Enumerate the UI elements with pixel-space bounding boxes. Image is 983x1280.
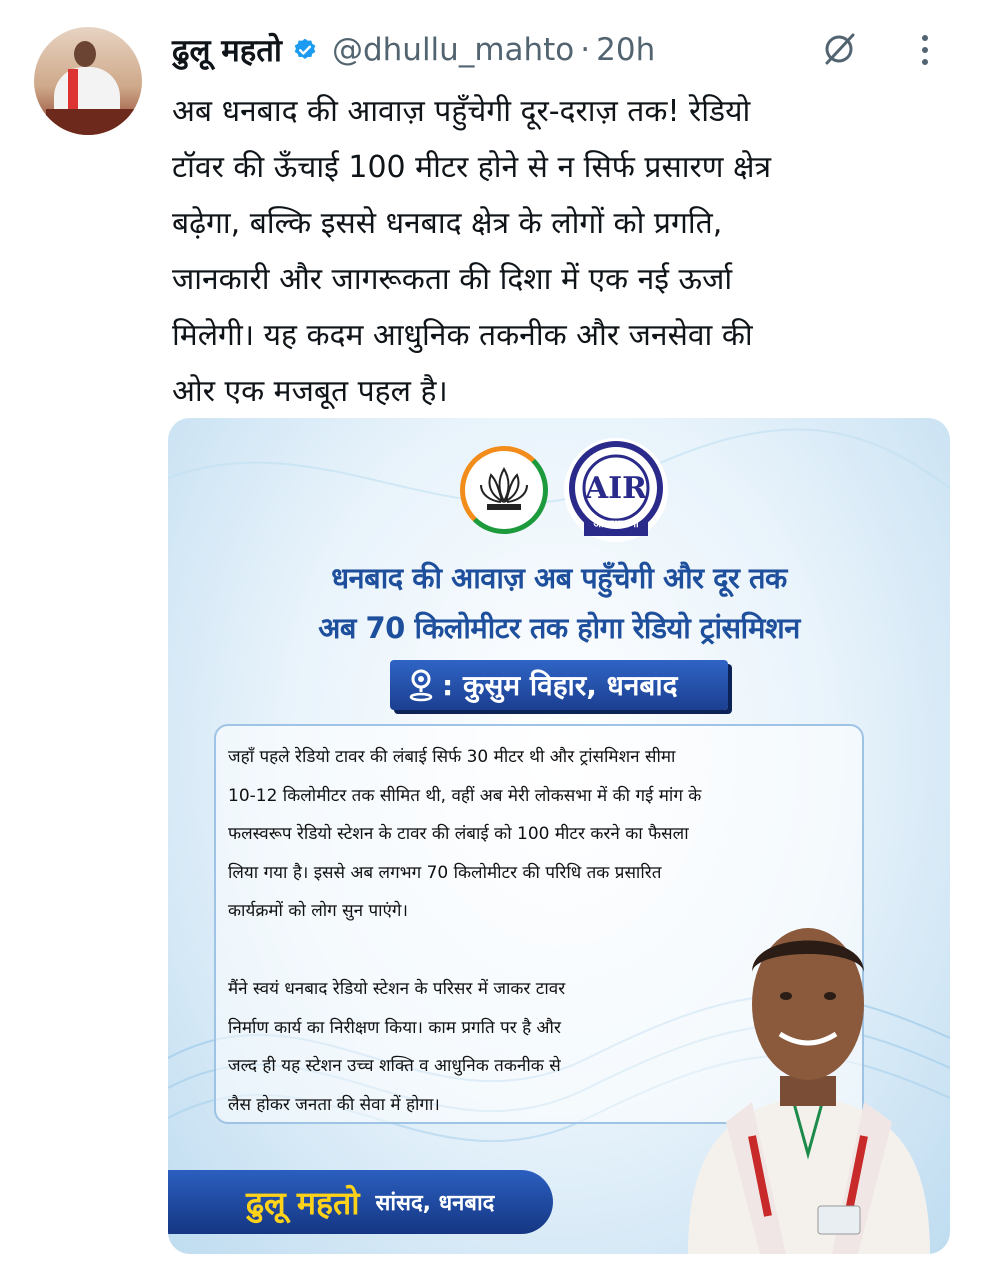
more-vertical-icon[interactable] bbox=[910, 32, 940, 68]
card-headline-1: धनबाद की आवाज़ अब पहुँचेगी और दूर तक bbox=[331, 561, 787, 595]
avatar[interactable] bbox=[34, 27, 142, 135]
verified-badge-icon bbox=[292, 37, 318, 63]
separator-dot: · bbox=[580, 32, 591, 68]
mp-photo bbox=[668, 896, 950, 1254]
info-line: मैंने स्वयं धनबाद रेडियो स्टेशन के परिसर में जाकर टावर bbox=[228, 979, 566, 999]
mp-title: सांसद, धनबाद bbox=[375, 1191, 495, 1216]
grok-icon[interactable] bbox=[820, 30, 858, 68]
tweet-header bbox=[172, 30, 655, 70]
info-line: जहाँ पहले रेडियो टावर की लंबाई सिर्फ 30 मीटर थी और ट्रांसमिशन सीमा bbox=[228, 747, 676, 767]
tweet-image-card[interactable] bbox=[168, 418, 950, 1254]
tweet-text-line: जानकारी और जागरूकता की दिशा में एक नई ऊर्जा bbox=[172, 262, 733, 297]
bjp-logo-icon bbox=[460, 446, 548, 534]
tweet-text-line: मिलेगी। यह कदम आधुनिक तकनीक और जनसेवा की bbox=[172, 318, 753, 353]
location-pin-icon bbox=[408, 668, 434, 702]
tweet-text-line: टॉवर की ऊँचाई 100 मीटर होने से न सिर्फ प्रसारण क्षेत्र bbox=[172, 150, 772, 185]
tweet-text-line: अब धनबाद की आवाज़ पहुँचेगी दूर-दराज़ तक! रेडियो bbox=[172, 94, 751, 129]
info-line: लिया गया है। इससे अब लगभग 70 किलोमीटर की परिधि तक प्रसारित bbox=[228, 862, 662, 883]
mp-name: ढुलू महतो bbox=[246, 1183, 360, 1222]
tweet-text-line: बढ़ेगा, बल्कि इससे धनबाद क्षेत्र के लोगों को प्रगति, bbox=[172, 206, 723, 241]
tweet-text bbox=[172, 84, 962, 420]
akashvani-logo-icon bbox=[564, 438, 668, 542]
info-line: कार्यक्रमों को लोग सुन पाएंगे। bbox=[228, 901, 408, 921]
akashvani-logo-text: आकाशवाणी bbox=[593, 519, 639, 530]
location-badge bbox=[390, 660, 728, 710]
info-line: फलस्वरूप रेडियो स्टेशन के टावर की लंबाई को 100 मीटर करने का फैसला bbox=[228, 824, 689, 844]
author-name[interactable]: ढुलू महतो bbox=[172, 33, 282, 69]
location-text: : कुसुम विहार, धनबाद bbox=[442, 669, 678, 702]
info-line: निर्माण कार्य का निरीक्षण किया। काम प्रगति पर है और bbox=[228, 1017, 561, 1038]
mp-name-bar bbox=[168, 1170, 553, 1234]
card-headline-2: अब 70 किलोमीटर तक होगा रेडियो ट्रांसमिशन bbox=[318, 611, 800, 645]
svg-text:AIR: AIR bbox=[584, 471, 648, 506]
info-line: लैस होकर जनता की सेवा में होगा। bbox=[228, 1094, 440, 1115]
tweet-text-line: ओर एक मजबूत पहल है। bbox=[172, 374, 448, 409]
author-handle[interactable]: @dhullu_mahto bbox=[331, 32, 575, 68]
info-line: जल्द ही यह स्टेशन उच्च शक्ति व आधुनिक तकनीक से bbox=[228, 1056, 561, 1076]
post-time[interactable]: 20h bbox=[596, 32, 656, 68]
info-line: 10-12 किलोमीटर तक सीमित थी, वहीं अब मेरी लोकसभा में की गई मांग के bbox=[228, 785, 702, 806]
